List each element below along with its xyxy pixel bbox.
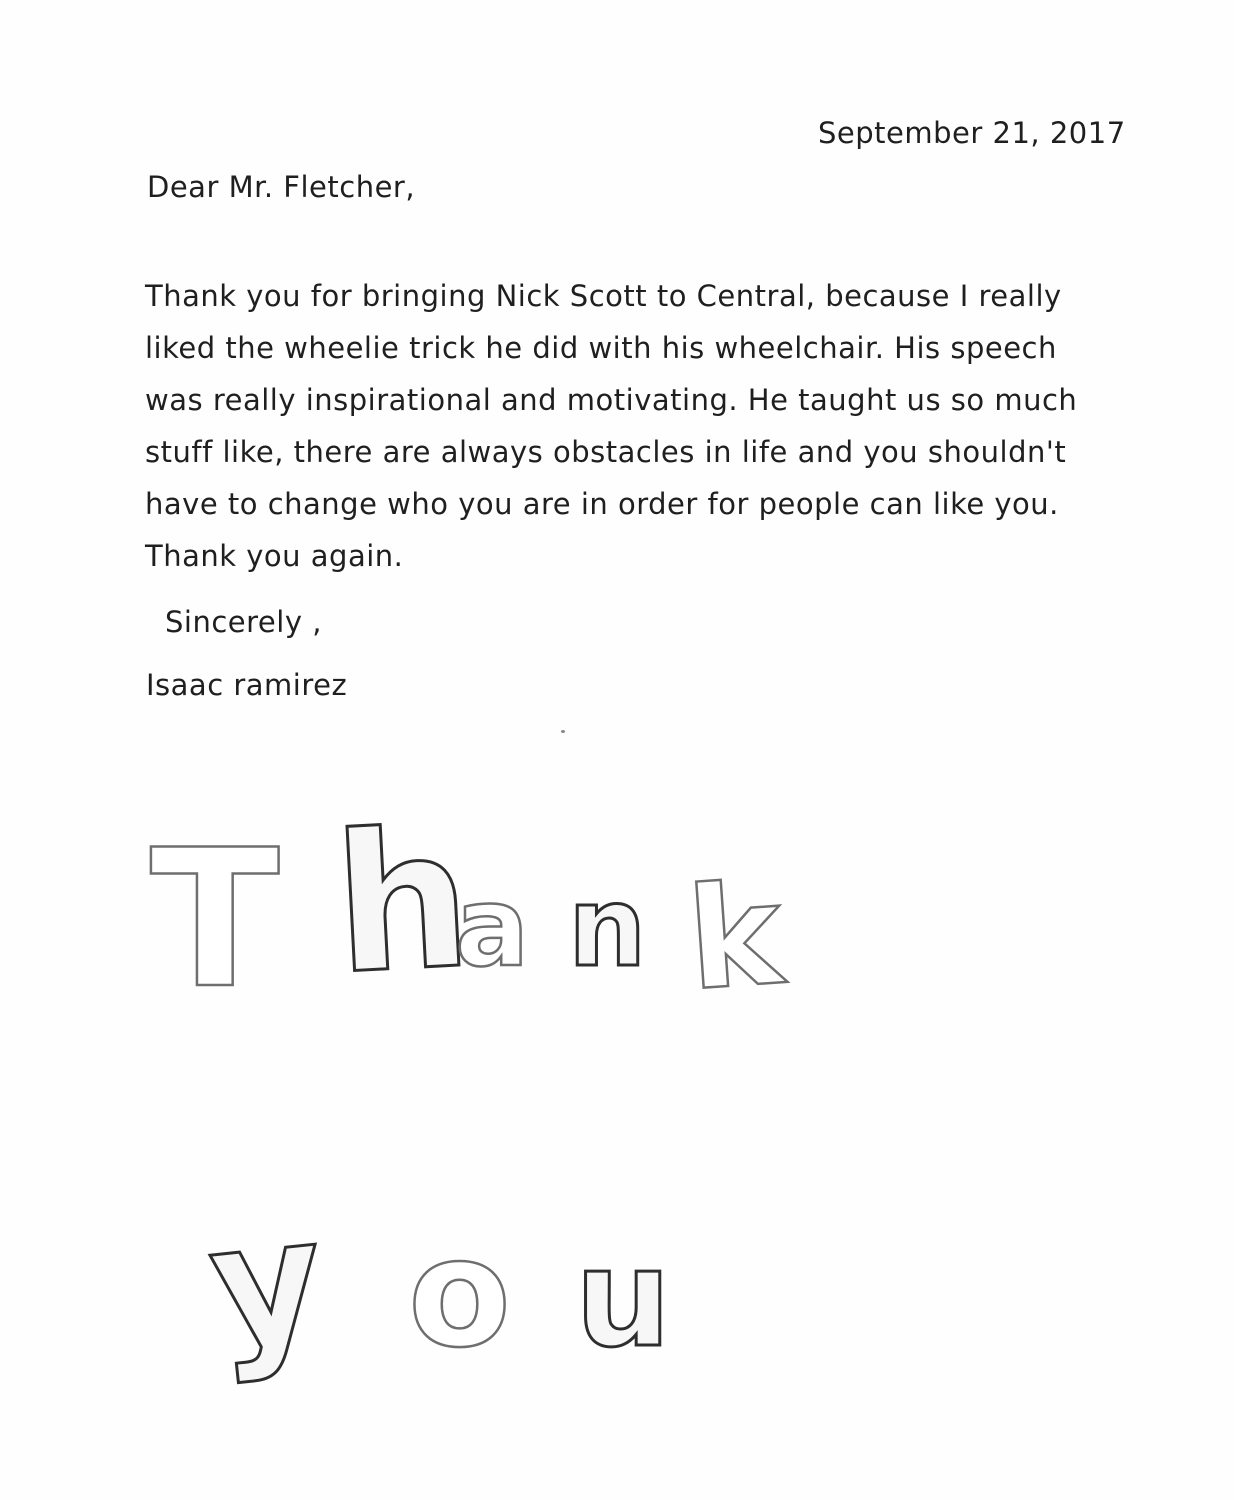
drawn-letter-h: h bbox=[329, 788, 477, 1017]
body-line: have to change who you are in order for people can like you. bbox=[145, 487, 1059, 521]
body-line: Thank you for bringing Nick Scott to Central, because I really bbox=[145, 279, 1062, 313]
letter-date: September 21, 2017 bbox=[818, 116, 1126, 150]
drawn-letter-n: n bbox=[568, 863, 647, 991]
drawn-letter-o: o bbox=[408, 1207, 512, 1381]
drawn-letter-a: a bbox=[455, 863, 530, 991]
drawn-letter-T: T bbox=[150, 809, 280, 1030]
letter-closing: Sincerely , bbox=[165, 605, 322, 639]
drawn-letter-u: u bbox=[575, 1220, 672, 1377]
body-line: was really inspirational and motivating. He taught us so much bbox=[145, 383, 1078, 417]
letter-salutation: Dear Mr. Fletcher, bbox=[147, 170, 416, 204]
letter-signature: Isaac ramirez bbox=[146, 668, 348, 702]
drawn-letter-y: y bbox=[201, 1180, 333, 1389]
body-line: Thank you again. bbox=[145, 539, 404, 573]
drawn-letter-k: k bbox=[682, 853, 788, 1023]
body-line: stuff like, there are always obstacles in life and you shouldn't bbox=[145, 435, 1067, 469]
body-line: liked the wheelie trick he did with his wheelchair. His speech bbox=[145, 331, 1057, 365]
